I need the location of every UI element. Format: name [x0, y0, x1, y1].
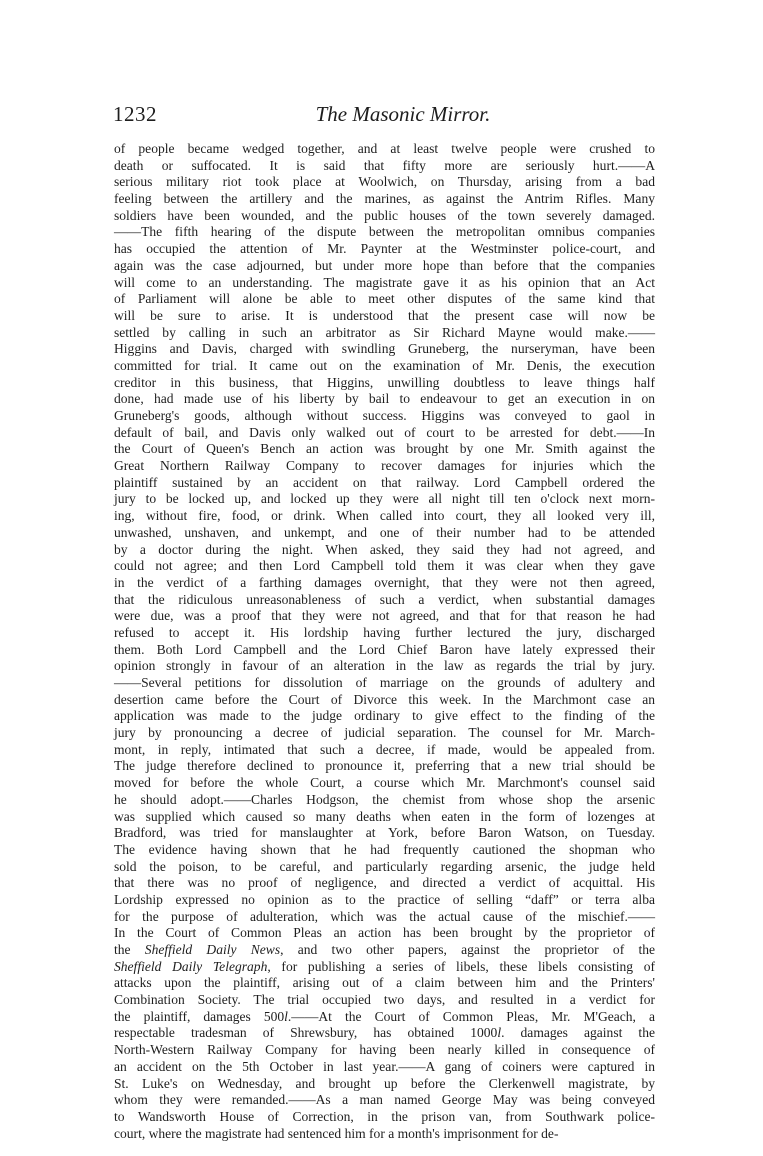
text-segment: will come to an understanding. The magistrate gave it as his opinion that an Act — [114, 274, 655, 290]
text-segment: refused to accept it. His lordship having further lectured the jury, discharged — [114, 624, 655, 640]
text-segment: of Parliament will alone be able to meet other disputes of the same kind that — [114, 291, 655, 307]
text-line — [114, 909, 655, 926]
text-line — [114, 275, 655, 292]
text-segment: unwashed, unshaven, and unkempt, and one of their number had to be attended — [114, 524, 655, 540]
text-line — [114, 708, 655, 725]
text-segment: jury to be locked up, and locked up they were all night till ten o'clock next morn- — [114, 491, 655, 507]
text-segment: in the verdict of a farthing damages overnight, that they were not then agreed, — [114, 574, 655, 590]
text-segment: .——At the Court of Common Pleas, Mr. M'Geach, a — [287, 1008, 655, 1024]
text-segment: ing, without fire, food, or drink. When called into court, they all looked very ill, — [114, 508, 655, 524]
page-header — [113, 102, 659, 128]
text-line — [114, 191, 655, 208]
text-segment: committed for trial. It came out on the examination of Mr. Denis, the execution — [114, 357, 655, 373]
text-segment: an accident on the 5th October in last year.——A gang of coiners were captured in — [114, 1058, 655, 1074]
running-title: The Masonic Mirror. — [315, 102, 491, 126]
text-line — [114, 325, 655, 342]
text-segment: were due, was a proof that they were not agreed, and that for that reason he had — [114, 608, 655, 624]
text-segment: he should adopt.——Charles Hodgson, the chemist from whose shop the arsenic — [114, 791, 655, 807]
text-segment: North-Western Railway Company for having been nearly killed in consequence of — [114, 1042, 655, 1058]
text-segment: ——The fifth hearing of the dispute between the metropolitan omnibus companies — [114, 224, 655, 240]
text-line — [114, 308, 655, 325]
text-segment: whom they were remanded.——As a man named George May was being conveyed — [114, 1092, 655, 1108]
text-segment: the Court of Queen's Bench an action was brought by one Mr. Smith against the — [114, 441, 655, 457]
text-line — [114, 1092, 655, 1109]
italic-text-segment: l — [284, 1008, 288, 1024]
text-segment: of people became wedged together, and at least twelve people were crushed to — [114, 141, 655, 156]
text-line — [114, 341, 655, 358]
text-line — [114, 758, 655, 775]
text-segment: plaintiff sustained by an accident on that railway. Lord Campbell ordered the — [114, 474, 655, 490]
text-line — [114, 425, 655, 442]
text-line — [114, 575, 655, 592]
text-line — [114, 358, 655, 375]
text-segment: settled by calling in such an arbitrator as Sir Richard Mayne would make.—— — [114, 324, 655, 340]
text-segment: them. Both Lord Campbell and the Lord Chief Baron have lately expressed their — [114, 641, 655, 657]
italic-text-segment: Sheffield Daily Telegraph — [114, 958, 268, 974]
text-line — [114, 942, 655, 959]
text-line — [114, 925, 655, 942]
text-line — [114, 1059, 655, 1076]
text-line — [114, 975, 655, 992]
text-segment: Higgins and Davis, charged with swindling Gruneberg, the nurseryman, have been — [114, 341, 655, 357]
text-segment: In the Court of Common Pleas an action has been brought by the proprietor of — [114, 925, 655, 941]
text-segment: mont, in reply, intimated that such a decree, if made, would be appealed from. — [114, 741, 655, 757]
text-line — [114, 725, 655, 742]
text-line — [114, 1042, 655, 1059]
text-segment: Lordship expressed no opinion as to the practice of selling “daff” or terra alba — [114, 891, 655, 907]
italic-text-segment: l — [497, 1025, 502, 1041]
text-line — [114, 642, 655, 659]
text-segment: to Wandsworth House of Correction, in the prison van, from Southwark police- — [114, 1108, 655, 1124]
text-line — [114, 1109, 655, 1126]
text-segment: The judge therefore declined to pronounce it, preferring that a new trial should be — [114, 758, 655, 774]
text-line — [114, 1025, 655, 1042]
text-segment: could not agree; and then Lord Campbell told them it was clear when they gave — [114, 558, 655, 574]
body-text — [114, 141, 655, 1142]
text-segment: court, where the magistrate had sentenced him for a month's imprisonment for de- — [114, 1125, 559, 1141]
text-segment: that the ridiculous unreasonableness of such a verdict, when substantial damages — [114, 591, 655, 607]
text-segment: for the purpose of adulteration, which was the actual cause of the mischief.—— — [114, 908, 655, 924]
text-segment: Combination Society. The trial occupied two days, and resulted in a verdict for — [114, 992, 655, 1008]
text-line — [114, 475, 655, 492]
text-segment: Bradford, was tried for manslaughter at York, before Baron Watson, on Tuesday. — [114, 825, 655, 841]
text-segment: ——Several petitions for dissolution of marriage on the grounds of adultery and — [114, 675, 655, 690]
text-segment: , for publishing a series of libels, these libels consisting of — [267, 958, 655, 974]
text-line — [114, 224, 655, 241]
text-line — [114, 859, 655, 876]
text-segment: Gruneberg's goods, although without success. Higgins was conveyed to gaol in — [114, 408, 655, 423]
text-segment: will be sure to arise. It is understood that the present case will now be — [114, 307, 655, 323]
text-line — [114, 592, 655, 609]
text-line — [114, 842, 655, 859]
text-line — [114, 809, 655, 826]
text-line — [114, 608, 655, 625]
text-line — [114, 458, 655, 475]
text-segment: that there was no proof of negligence, and directed a verdict of acquittal. His — [114, 875, 655, 891]
text-line — [114, 375, 655, 392]
text-segment: St. Luke's on Wednesday, and brought up before the Clerkenwell magistrate, by — [114, 1075, 655, 1091]
text-line — [114, 1126, 655, 1143]
text-line — [114, 441, 655, 458]
text-line — [114, 291, 655, 308]
text-segment: default of bail, and Davis only walked out of court to be arrested for debt.——In — [114, 424, 655, 440]
text-line — [114, 491, 655, 508]
text-segment: sold the poison, to be careful, and particularly regarding arsenic, the judge held — [114, 858, 655, 874]
text-segment: attacks upon the plaintiff, arising out of a claim between him and the Printers' — [114, 975, 655, 991]
text-segment: done, had made use of his liberty by bail to endeavour to get an execution in on — [114, 391, 655, 407]
text-line — [114, 258, 655, 275]
text-segment: death or suffocated. It is said that fifty more are seriously hurt.——A — [114, 157, 655, 173]
text-line — [114, 208, 655, 225]
text-line — [114, 625, 655, 642]
text-line — [114, 742, 655, 759]
text-segment: serious military riot took place at Woolwich, on Thursday, arising from a bad — [114, 174, 655, 190]
text-segment: was supplied which caused so many deaths when eaten in the form of lozenges at — [114, 808, 655, 824]
text-segment: moved for before the whole Court, a course which Mr. Marchmont's counsel said — [114, 775, 655, 791]
text-segment: soldiers have been wounded, and the public houses of the town severely damaged. — [114, 207, 655, 223]
text-segment: opinion strongly in favour of an alteration in the law as regards the trial by jury. — [114, 658, 655, 674]
text-line — [114, 141, 655, 158]
text-segment: Great Northern Railway Company to recover damages for injuries which the — [114, 458, 655, 474]
text-segment: creditor in this business, that Higgins, unwilling doubtless to leave things half — [114, 374, 655, 390]
text-line — [114, 892, 655, 909]
text-segment: by a doctor during the night. When asked, they said they had not agreed, and — [114, 541, 655, 557]
text-line — [114, 675, 655, 692]
text-segment: desertion came before the Court of Divorce this week. In the Marchmont case an — [114, 691, 655, 707]
text-line — [114, 525, 655, 542]
text-segment: the plaintiff, damages 500 — [114, 1008, 285, 1024]
page-number: 1232 — [113, 102, 157, 126]
text-segment: feeling between the artillery and the marines, as against the Antrim Rifles. Many — [114, 191, 655, 207]
text-line — [114, 825, 655, 842]
text-line — [114, 241, 655, 258]
text-segment: application was made to the judge ordinary to give effect to the finding of the — [114, 708, 655, 724]
text-line — [114, 992, 655, 1009]
text-segment: the — [114, 942, 145, 957]
text-line — [114, 391, 655, 408]
text-segment: respectable tradesman of Shrewsbury, has obtained 1000 — [114, 1025, 498, 1041]
text-segment: The evidence having shown that he had frequently cautioned the shopman who — [114, 841, 655, 857]
text-line — [114, 875, 655, 892]
text-line — [114, 508, 655, 525]
text-line — [114, 1009, 655, 1026]
text-line — [114, 692, 655, 709]
text-line — [114, 158, 655, 175]
text-segment: again was the case adjourned, but under more hope than before that the companies — [114, 257, 655, 273]
text-line — [114, 174, 655, 191]
text-line — [114, 558, 655, 575]
text-line — [114, 658, 655, 675]
text-line — [114, 959, 655, 976]
text-segment: , and two other papers, against the proprietor of the — [280, 942, 656, 957]
text-segment: has occupied the attention of Mr. Paynter at the Westminster police-court, and — [114, 241, 655, 257]
text-segment: . damages against the — [501, 1025, 655, 1041]
text-line — [114, 1076, 655, 1093]
text-line — [114, 775, 655, 792]
text-line — [114, 792, 655, 809]
text-line — [114, 408, 655, 425]
italic-text-segment: Sheffield Daily News — [144, 942, 281, 957]
text-segment: jury by pronouncing a decree of judicial separation. The counsel for Mr. March- — [114, 725, 655, 741]
text-line — [114, 542, 655, 559]
